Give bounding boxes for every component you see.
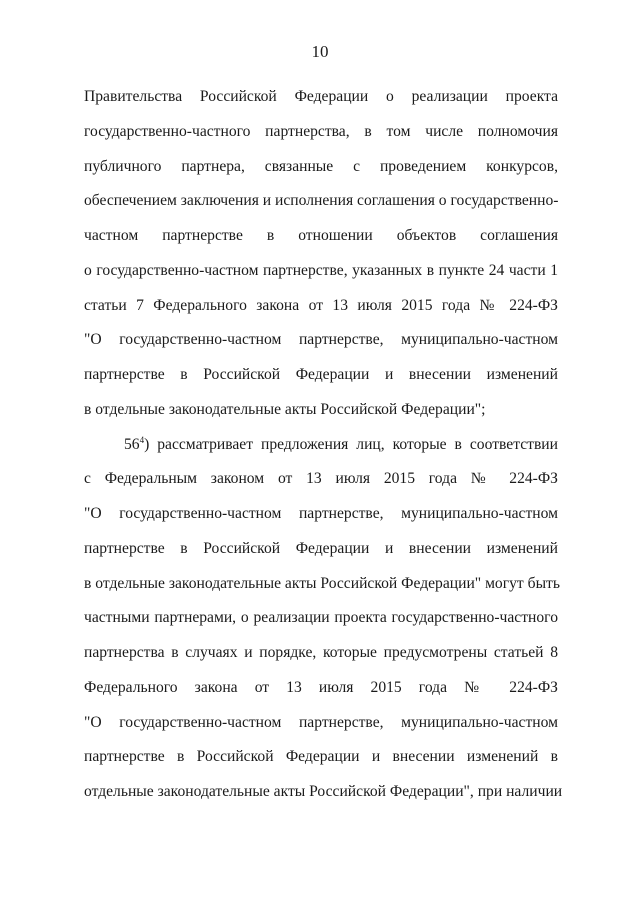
item-superscript: 4 [139,434,145,445]
text-line: партнерстве в Российской Федерации и внесении изменений в [84,748,558,766]
item-first-line [84,428,558,463]
text-line: Правительства Российской Федерации о реализации проекта [84,88,558,105]
text-line: государственно-частного партнерства, в том числе полномочия [84,122,558,140]
item-number: $56^4$ [124,434,145,453]
item-first-line-text: ) рассматривает предложения лиц, которые в соответствии [144,435,558,453]
text-line: отдельные законодательные акты Российской Федерации", при наличии [84,783,563,800]
text-line: частном партнерстве в отношении объектов соглашения [84,227,558,244]
text-line: "О государственно-частном партнерстве, муниципально-частном [84,331,558,349]
text-line: "О государственно-частном партнерстве, муниципально-частном [84,713,558,731]
text-line: в отдельные законодательные акты Российской Федерации" могут быть [84,574,560,592]
page-number: 10 [311,42,329,61]
text-line: о государственно-частном партнерстве, указанных в пункте 24 части 1 [84,261,558,279]
text-line: с Федеральным законом от 13 июля 2015 года № 224-ФЗ [84,470,558,488]
text-line: частными партнерами, о реализации проекта государственно-частного [84,609,558,627]
text-line: публичного партнера, связанные с проведением конкурсов, [84,157,558,175]
text-line: партнерства в случаях и порядке, которые предусмотрены статьей 8 [84,644,558,661]
text-line: "О государственно-частном партнерстве, муниципально-частном [84,505,558,522]
text-line-last: в отдельные законодательные акты Российской Федерации"; [84,400,486,418]
text-line: партнерстве в Российской Федерации и внесении изменений [84,366,558,383]
text-line: Федерального закона от 13 июля 2015 года № 224-ФЗ [84,678,558,696]
text-line: обеспечением заключения и исполнения соглашения о государственно- [84,192,559,210]
document-body [84,80,563,810]
text-line: партнерстве в Российской Федерации и внесении изменений [84,539,558,557]
text-line: статьи 7 Федерального закона от 13 июля 2015 года № 224-ФЗ [84,296,558,314]
